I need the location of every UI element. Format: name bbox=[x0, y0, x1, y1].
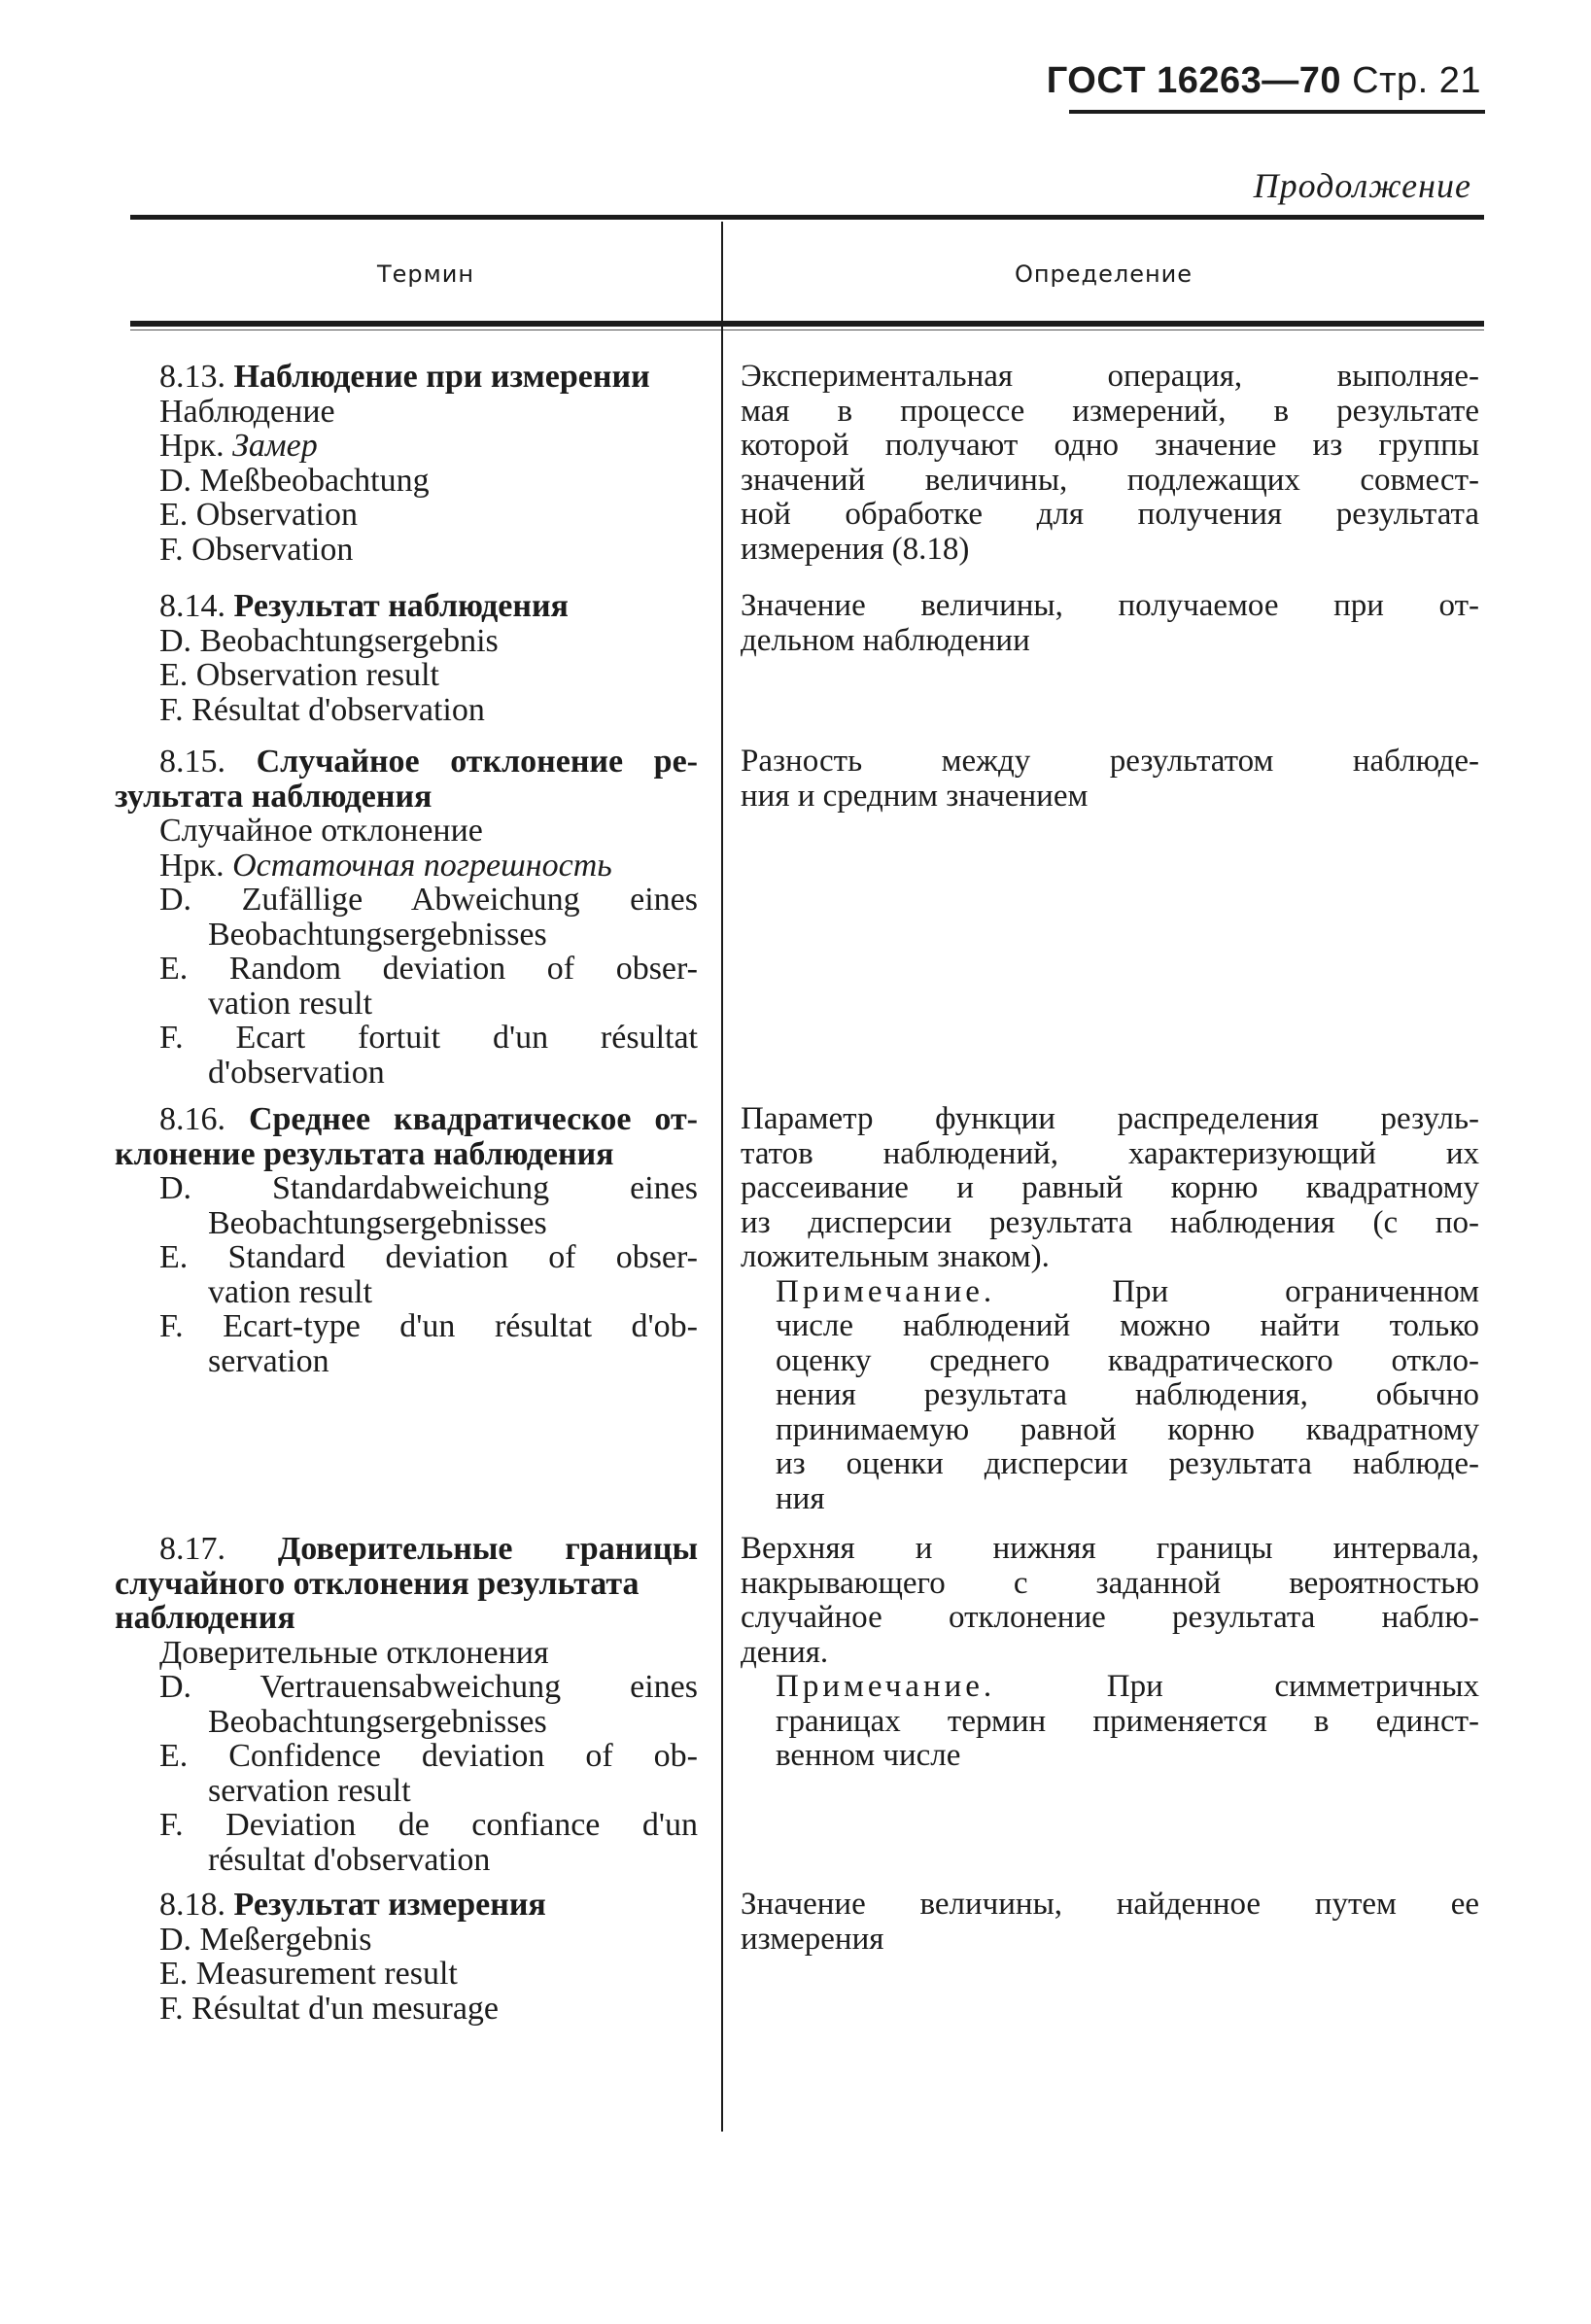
term-german: D. Vertrauensabweichung eines bbox=[159, 1669, 698, 1705]
definition-8-13: Экспериментальная операция, выполняе- мая в процессе измерений, в результате которой получают одно значение из группы значений величины, подлежащих совмест- ной обработке для получения результата измерения (8.18) bbox=[741, 359, 1479, 567]
continuation-label: Продолжение bbox=[1253, 166, 1471, 205]
term-english: E. Measurement result bbox=[159, 1956, 458, 1992]
page-header bbox=[1047, 60, 1481, 102]
term-title: 8.15. Случайное отклонение ре- bbox=[159, 744, 698, 780]
term-english: E. Standard deviation of obser- bbox=[159, 1239, 698, 1275]
note-label: Примечание. bbox=[776, 1669, 996, 1704]
table-top-rule bbox=[130, 215, 1484, 220]
term-npk: Нрк. Остаточная погрешность bbox=[159, 847, 612, 884]
term-french: F. Résultat d'un mesurage bbox=[159, 1990, 500, 2027]
term-entry-8-14 bbox=[115, 589, 698, 727]
definition-8-16: Параметр функции распределения резуль- татов наблюдений, характеризующий их рассеивание и равный корню квадратному из дисперсии результата наблюдения (с по- ложительным знаком). Примечание. При ограниченном числе наблюдений можно найти только оценку среднего квадратического откло- нения результата наблюдения, обычно принимаемую равной корню квадратному из оценки дисперсии результата наблюде- ния bbox=[741, 1101, 1480, 1516]
note: Примечание. При симметричных bbox=[776, 1669, 1480, 1704]
table-header-rule bbox=[130, 321, 1484, 327]
term-english: E. Observation result bbox=[159, 657, 439, 693]
term-title: 8.18. Результат измерения bbox=[159, 1887, 546, 1923]
term-entry-8-16: 8.16. Среднее квадратическое от- клонение результата наблюдения D. Standardabweichung eines Beobachtungsergebnisses E. Standard deviation of obser- vation result F. Ecart-type d'un résultat d'ob- servation bbox=[115, 1101, 698, 1379]
term-entry-8-17: 8.17. Доверительные границы случайного отклонения результата наблюдения Доверительные отклонения D. Vertrauensabweichung eines Beobachtungsergebnisses E. Confidence deviation of ob- servation result F. Deviation de confiance d'un résultat d'observation bbox=[115, 1531, 699, 1878]
term-synonym: Случайное отклонение bbox=[159, 813, 483, 849]
note-label: Примечание. bbox=[776, 1273, 996, 1309]
term-english: E. Random deviation of obser- bbox=[159, 951, 698, 987]
term-german: D. Zufällige Abweichung eines bbox=[159, 882, 698, 918]
term-synonym: Наблюдение bbox=[159, 393, 335, 430]
term-english: E. Confidence deviation of ob- bbox=[159, 1738, 698, 1774]
definition-8-17: Верхняя и нижняя границы интервала, накрывающего с заданной вероятностью случайное отклонение результата наблю- дения. Примечание. При симметричных границах термин применяется в единст- венном числе bbox=[741, 1531, 1480, 1773]
column-divider bbox=[721, 222, 723, 2132]
term-synonym: Доверительные отклонения bbox=[159, 1634, 549, 1671]
term-german: D. Standardabweichung eines bbox=[159, 1170, 698, 1206]
definition-8-18: Значение величины, найденное путем ее измерения bbox=[741, 1887, 1479, 1957]
column-header-definition: Определение bbox=[1014, 260, 1193, 288]
page-number: Стр. 21 bbox=[1352, 60, 1481, 101]
term-entry-8-13 bbox=[115, 360, 698, 567]
definition-8-15: Разность между результатом наблюде- ния и средним значением bbox=[741, 744, 1479, 814]
term-german: D. Beobachtungsergebnis bbox=[159, 622, 499, 659]
term-npk: Нрк. Замер bbox=[159, 428, 318, 464]
term-french: F. Résultat d'observation bbox=[159, 691, 485, 728]
term-title: 8.16. Среднее квадратическое от- bbox=[159, 1101, 698, 1137]
term-french: F. Ecart fortuit d'un résultat bbox=[159, 1020, 698, 1056]
term-french: F. Observation bbox=[159, 531, 354, 568]
term-title: 8.14. Результат наблюдения bbox=[159, 588, 569, 624]
standard-code: ГОСТ 16263—70 bbox=[1046, 60, 1342, 101]
term-entry-8-15: 8.15. Случайное отклонение ре- зультата наблюдения Случайное отклонение Нрк. Остаточная погрешность D. Zufällige Abweichung eines Beobachtungsergebnisses E. Random deviation of obser- vation result F. Ecart fortuit d'un résultat d'observation bbox=[115, 744, 698, 1091]
column-header-term: Термин bbox=[376, 260, 475, 288]
definition-8-14: Значение величины, получаемое при от- дельном наблюдении bbox=[741, 588, 1479, 658]
term-title: 8.13. Наблюдение при измерении bbox=[159, 359, 650, 395]
header-rule bbox=[1069, 110, 1485, 114]
term-german: D. Meßergebnis bbox=[159, 1921, 372, 1958]
term-french: F. Ecart-type d'un résultat d'ob- bbox=[159, 1308, 698, 1344]
note: Примечание. При ограниченном bbox=[776, 1273, 1480, 1309]
term-english: E. Observation bbox=[159, 497, 358, 533]
term-german: D. Meßbeobachtung bbox=[159, 462, 430, 499]
term-entry-8-18 bbox=[115, 1888, 698, 2026]
term-title: 8.17. Доверительные границы bbox=[159, 1531, 699, 1567]
term-french: F. Deviation de confiance d'un bbox=[159, 1807, 698, 1843]
